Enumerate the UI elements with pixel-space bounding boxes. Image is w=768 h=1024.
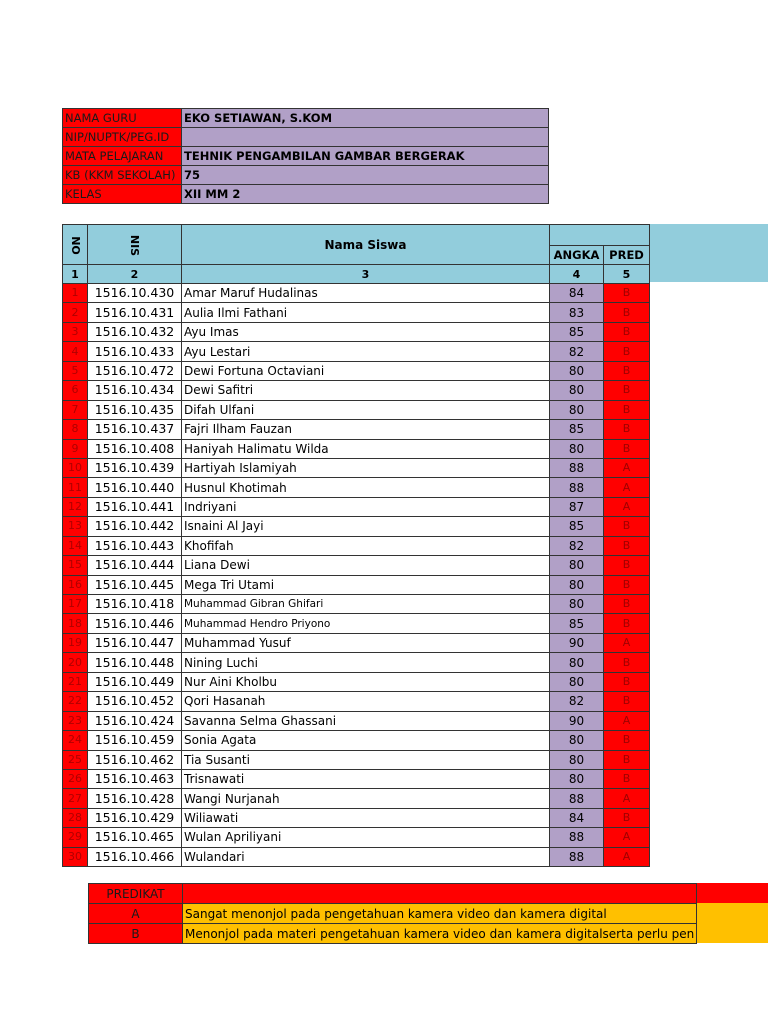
row-nama: Nining Luchi — [182, 653, 550, 672]
row-angka: 80 — [550, 672, 604, 691]
row-nama: Ayu Lestari — [182, 342, 550, 361]
row-angka: 82 — [550, 536, 604, 555]
row-no: 16 — [63, 575, 88, 594]
row-no: 11 — [63, 478, 88, 497]
row-nama: Hartiyah Islamiyah — [182, 458, 550, 477]
table-row — [63, 517, 650, 536]
row-no: 23 — [63, 711, 88, 730]
row-nama: Qori Hasanah — [182, 692, 550, 711]
row-pred: B — [604, 381, 650, 400]
row-nis: 1516.10.466 — [88, 847, 182, 866]
legend-desc-b: Menonjol pada materi pengetahuan kamera video dan kamera digitalserta perlu pen — [183, 924, 697, 944]
legend-grade-a: A — [89, 904, 183, 924]
info-key: NIP/NUPTK/PEG.ID — [63, 128, 182, 147]
info-row — [63, 128, 549, 147]
row-pred: B — [604, 361, 650, 380]
row-nis: 1516.10.447 — [88, 633, 182, 652]
row-no: 26 — [63, 769, 88, 788]
row-nama: Difah Ulfani — [182, 400, 550, 419]
row-nama: Dewi Safitri — [182, 381, 550, 400]
row-nis: 1516.10.431 — [88, 303, 182, 322]
row-nama: Husnul Khotimah — [182, 478, 550, 497]
row-angka: 88 — [550, 458, 604, 477]
table-row — [63, 731, 650, 750]
row-pred: B — [604, 731, 650, 750]
row-angka: 80 — [550, 556, 604, 575]
row-angka: 80 — [550, 731, 604, 750]
row-angka: 85 — [550, 614, 604, 633]
row-nama: Wulandari — [182, 847, 550, 866]
row-pred: B — [604, 672, 650, 691]
row-nis: 1516.10.435 — [88, 400, 182, 419]
row-no: 29 — [63, 828, 88, 847]
row-angka: 85 — [550, 322, 604, 341]
table-row — [63, 478, 650, 497]
info-key: KELAS — [63, 185, 182, 204]
table-row — [63, 420, 650, 439]
row-nama: Muhammad Hendro Priyono — [182, 614, 550, 633]
row-pred: B — [604, 439, 650, 458]
row-angka: 80 — [550, 381, 604, 400]
row-pred: A — [604, 478, 650, 497]
row-nis: 1516.10.472 — [88, 361, 182, 380]
row-no: 5 — [63, 361, 88, 380]
info-row — [63, 147, 549, 166]
row-nama: Wangi Nurjanah — [182, 789, 550, 808]
row-pred: B — [604, 322, 650, 341]
table-row — [63, 711, 650, 730]
teacher-info-table — [62, 108, 549, 204]
row-angka: 85 — [550, 420, 604, 439]
info-value: EKO SETIAWAN, S.KOM — [182, 109, 549, 128]
row-nis: 1516.10.418 — [88, 595, 182, 614]
row-angka: 80 — [550, 400, 604, 419]
row-no: 2 — [63, 303, 88, 322]
student-grade-table — [62, 224, 650, 867]
row-angka: 87 — [550, 497, 604, 516]
row-nama: Isnaini Al Jayi — [182, 517, 550, 536]
row-pred: B — [604, 342, 650, 361]
row-nama: Fajri Ilham Fauzan — [182, 420, 550, 439]
row-no: 8 — [63, 420, 88, 439]
row-no: 25 — [63, 750, 88, 769]
row-angka: 84 — [550, 284, 604, 303]
row-angka: 90 — [550, 633, 604, 652]
table-row — [63, 614, 650, 633]
row-angka: 80 — [550, 769, 604, 788]
table-row — [63, 497, 650, 516]
row-angka: 85 — [550, 517, 604, 536]
row-nama: Tia Susanti — [182, 750, 550, 769]
row-no: 17 — [63, 595, 88, 614]
row-pred: A — [604, 711, 650, 730]
row-no: 14 — [63, 536, 88, 555]
row-nis: 1516.10.440 — [88, 478, 182, 497]
row-no: 22 — [63, 692, 88, 711]
row-nama: Wulan Apriliyani — [182, 828, 550, 847]
row-angka: 80 — [550, 575, 604, 594]
table-row — [63, 750, 650, 769]
row-nama: Sonia Agata — [182, 731, 550, 750]
row-angka: 80 — [550, 595, 604, 614]
row-angka: 80 — [550, 439, 604, 458]
row-nama: Mega Tri Utami — [182, 575, 550, 594]
row-pred: B — [604, 769, 650, 788]
row-angka: 88 — [550, 789, 604, 808]
table-row — [63, 692, 650, 711]
table-row — [63, 361, 650, 380]
row-nis: 1516.10.432 — [88, 322, 182, 341]
row-pred: B — [604, 653, 650, 672]
row-nis: 1516.10.449 — [88, 672, 182, 691]
row-no: 3 — [63, 322, 88, 341]
row-nis: 1516.10.444 — [88, 556, 182, 575]
row-pred: B — [604, 303, 650, 322]
table-row — [63, 595, 650, 614]
row-nis: 1516.10.463 — [88, 769, 182, 788]
col-index: 3 — [182, 265, 550, 284]
row-nama: Dewi Fortuna Octaviani — [182, 361, 550, 380]
row-no: 7 — [63, 400, 88, 419]
col-header-nama: Nama Siswa — [182, 225, 550, 265]
row-pred: B — [604, 400, 650, 419]
row-no: 24 — [63, 731, 88, 750]
table-row — [63, 808, 650, 827]
predicate-legend — [88, 883, 697, 944]
info-value: XII MM 2 — [182, 185, 549, 204]
info-value: TEHNIK PENGAMBILAN GAMBAR BERGERAK — [182, 147, 549, 166]
table-row — [63, 672, 650, 691]
table-row — [63, 847, 650, 866]
row-angka: 82 — [550, 692, 604, 711]
row-nama: Muhammad Yusuf — [182, 633, 550, 652]
row-nama: Aulia Ilmi Fathani — [182, 303, 550, 322]
row-no: 1 — [63, 284, 88, 303]
row-nama: Savanna Selma Ghassani — [182, 711, 550, 730]
row-pred: A — [604, 828, 650, 847]
row-pred: B — [604, 517, 650, 536]
row-no: 27 — [63, 789, 88, 808]
row-no: 10 — [63, 458, 88, 477]
row-nis: 1516.10.442 — [88, 517, 182, 536]
info-row — [63, 185, 549, 204]
col-header-no: NO — [63, 225, 88, 265]
col-index: 5 — [604, 265, 650, 284]
row-nama: Khofifah — [182, 536, 550, 555]
row-nama: Haniyah Halimatu Wilda — [182, 439, 550, 458]
row-nis: 1516.10.437 — [88, 420, 182, 439]
row-pred: A — [604, 497, 650, 516]
info-key: NAMA GURU — [63, 109, 182, 128]
table-row — [63, 284, 650, 303]
row-no: 9 — [63, 439, 88, 458]
row-nis: 1516.10.429 — [88, 808, 182, 827]
table-row — [63, 556, 650, 575]
row-no: 20 — [63, 653, 88, 672]
row-no: 19 — [63, 633, 88, 652]
col-index: 4 — [550, 265, 604, 284]
row-pred: A — [604, 458, 650, 477]
row-nis: 1516.10.465 — [88, 828, 182, 847]
row-angka: 82 — [550, 342, 604, 361]
row-pred: B — [604, 536, 650, 555]
table-row — [63, 303, 650, 322]
legend-desc-a: Sangat menonjol pada pengetahuan kamera video dan kamera digital — [183, 904, 697, 924]
row-angka: 88 — [550, 847, 604, 866]
table-row — [63, 769, 650, 788]
info-key: MATA PELAJARAN — [63, 147, 182, 166]
row-no: 13 — [63, 517, 88, 536]
row-nis: 1516.10.452 — [88, 692, 182, 711]
row-no: 15 — [63, 556, 88, 575]
row-angka: 90 — [550, 711, 604, 730]
row-nis: 1516.10.459 — [88, 731, 182, 750]
table-row — [63, 439, 650, 458]
table-row — [63, 575, 650, 594]
row-nis: 1516.10.408 — [88, 439, 182, 458]
row-nama: Muhammad Gibran Ghifari — [182, 595, 550, 614]
row-no: 4 — [63, 342, 88, 361]
row-angka: 84 — [550, 808, 604, 827]
info-value — [182, 128, 549, 147]
row-nama: Trisnawati — [182, 769, 550, 788]
row-pred: B — [604, 595, 650, 614]
row-no: 6 — [63, 381, 88, 400]
table-row — [63, 381, 650, 400]
row-no: 30 — [63, 847, 88, 866]
table-row — [63, 342, 650, 361]
row-nis: 1516.10.462 — [88, 750, 182, 769]
row-nis: 1516.10.439 — [88, 458, 182, 477]
row-nama: Liana Dewi — [182, 556, 550, 575]
col-index: 1 — [63, 265, 88, 284]
row-pred: B — [604, 575, 650, 594]
table-row — [63, 828, 650, 847]
row-nis: 1516.10.445 — [88, 575, 182, 594]
row-no: 12 — [63, 497, 88, 516]
row-nis: 1516.10.433 — [88, 342, 182, 361]
col-index: 2 — [88, 265, 182, 284]
table-row — [63, 789, 650, 808]
row-no: 21 — [63, 672, 88, 691]
row-pred: A — [604, 789, 650, 808]
row-pred: B — [604, 420, 650, 439]
col-header-nilai — [550, 225, 650, 246]
row-nis: 1516.10.448 — [88, 653, 182, 672]
table-row — [63, 458, 650, 477]
row-no: 18 — [63, 614, 88, 633]
legend-grade-b: B — [89, 924, 183, 944]
row-pred: B — [604, 692, 650, 711]
col-header-angka: ANGKA — [550, 246, 604, 265]
row-angka: 80 — [550, 361, 604, 380]
row-nama: Indriyani — [182, 497, 550, 516]
row-nis: 1516.10.428 — [88, 789, 182, 808]
table-row — [63, 322, 650, 341]
legend-title: PREDIKAT — [89, 884, 183, 904]
row-nis: 1516.10.441 — [88, 497, 182, 516]
row-nis: 1516.10.424 — [88, 711, 182, 730]
row-pred: B — [604, 556, 650, 575]
row-angka: 80 — [550, 653, 604, 672]
info-value: 75 — [182, 166, 549, 185]
row-pred: B — [604, 808, 650, 827]
row-no: 28 — [63, 808, 88, 827]
row-nama: Wiliawati — [182, 808, 550, 827]
row-angka: 88 — [550, 828, 604, 847]
col-header-pred: PRED — [604, 246, 650, 265]
row-nama: Ayu Imas — [182, 322, 550, 341]
legend-title-fill — [183, 884, 697, 904]
row-nama: Amar Maruf Hudalinas — [182, 284, 550, 303]
row-pred: B — [604, 284, 650, 303]
info-row — [63, 166, 549, 185]
row-nis: 1516.10.434 — [88, 381, 182, 400]
row-nis: 1516.10.446 — [88, 614, 182, 633]
row-angka: 83 — [550, 303, 604, 322]
row-nis: 1516.10.430 — [88, 284, 182, 303]
row-angka: 80 — [550, 750, 604, 769]
info-key: KB (KKM SEKOLAH) — [63, 166, 182, 185]
grade-header-extension — [649, 224, 768, 282]
col-header-nis: NIS — [88, 225, 182, 265]
row-pred: A — [604, 847, 650, 866]
row-pred: A — [604, 633, 650, 652]
table-row — [63, 536, 650, 555]
row-nis: 1516.10.443 — [88, 536, 182, 555]
table-row — [63, 400, 650, 419]
row-pred: B — [604, 750, 650, 769]
row-nama: Nur Aini Kholbu — [182, 672, 550, 691]
row-pred: B — [604, 614, 650, 633]
info-row — [63, 109, 549, 128]
table-row — [63, 653, 650, 672]
table-row — [63, 633, 650, 652]
row-angka: 88 — [550, 478, 604, 497]
